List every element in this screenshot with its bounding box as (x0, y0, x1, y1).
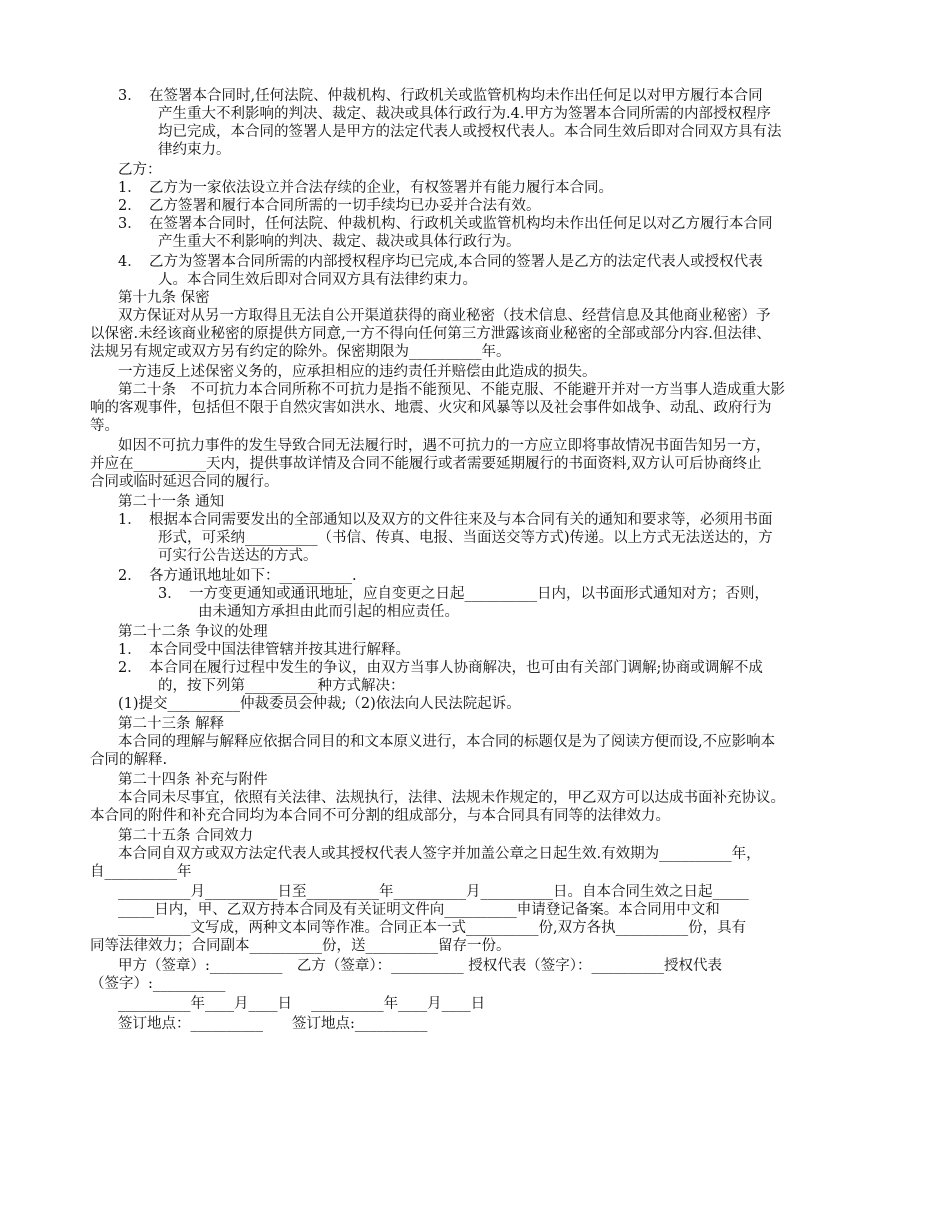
text-line: 3． 在签署本合同时,任何法院、仲裁机构、行政机关或监管机构均未作出任何足以对甲方履行本合同 (118, 88, 763, 104)
text-line: __________月__________日至__________年__________月__________日。自本合同生效之日起_____ (118, 884, 749, 900)
text-line: 的，按下列第__________种方式解决： (158, 678, 405, 694)
text-line: __________文写成，两种文本同等作准。合同正本一式__________份,双方各执__________份，具有 (118, 920, 747, 936)
text-line: 如因不可抗力事件的发生导致合同无法履行时，遇不可抗力的一方应立即将事故情况书面告知另一方， (118, 438, 771, 454)
text-line: 本合同自双方或双方法定代表人或其授权代表人签字并加盖公章之日起生效.有效期为__________年， (118, 846, 761, 862)
text-line: 1． 乙方为一家依法设立并合法存续的企业，有权签署并有能力履行本合同。 (118, 180, 613, 196)
text-line: _____日内，甲、乙双方持本合同及有关证明文件向__________申请登记备案。本合同用中文和 (118, 902, 720, 918)
text-line: 第二十三条 解释 (118, 716, 225, 732)
text-line: 第二十二条 争议的处理 (118, 624, 268, 640)
text-line: 2． 各方通讯地址如下：__________. (118, 568, 357, 584)
text-line: 3． 在签署本合同时，任何法院、仲裁机构、行政机关或监管机构均未作出任何足以对乙方履行本合同 (118, 216, 773, 232)
text-line: 甲方（签章）:__________ 乙方（签章）：__________ 授权代表（签字）：__________授权代表 (118, 958, 722, 974)
text-line: 并应在__________天内，提供事故详情及合同不能履行或者需要延期履行的书面资料,双方认可后协商终止 (90, 456, 762, 472)
text-line: 双方保证对从另一方取得且无法自公开渠道获得的商业秘密（技术信息、经营信息及其他商业秘密）予 (118, 308, 771, 324)
text-line: 同等法律效力；合同副本__________份，送__________留存一份。 (90, 938, 511, 954)
text-line: （签字）:__________ (90, 976, 226, 992)
text-line: 响的客观事件，包括但不限于自然灾害如洪水、地震、火灾和风暴等以及社会事件如战争、动乱、政府行为 (90, 400, 772, 416)
text-line: 合同或临时延迟合同的履行。 (90, 474, 279, 490)
text-line: 律约束力。 (158, 142, 231, 158)
text-line: 2． 乙方签署和履行本合同所需的一切手续均已办妥并合法有效。 (118, 198, 541, 214)
text-line: 产生重大不利影响的判决、裁定、裁决或具体行政行为。 (158, 234, 521, 250)
text-line: 2． 本合同在履行过程中发生的争议，由双方当事人协商解决，也可由有关部门调解;协商或调解不成 (118, 660, 763, 676)
text-line: 4． 乙方为签署本合同所需的内部授权程序均已完成,本合同的签署人是乙方的法定代表人或授权代表 (118, 254, 763, 270)
text-line: 1． 根据本合同需要发出的全部通知以及双方的文件往来及与本合同有关的通知和要求等，必须用书面 (118, 512, 773, 528)
text-line: 本合同的理解与解释应依据合同目的和文本原义进行，本合同的标题仅是为了阅读方便而设,不应影响本 (118, 734, 776, 750)
text-line: 自__________年 (90, 864, 192, 880)
text-line: 本合同的附件和补充合同均为本合同不可分割的组成部分，与本合同具有同等的法律效力。 (90, 808, 670, 824)
text-line: __________年____月____日 __________年____月____日 (118, 996, 486, 1012)
text-line: 形式，可采纳__________（书信、传真、电报、当面送交等方式)传递。以上方式无法送达的，方 (158, 530, 773, 546)
text-line: 人。本合同生效后即对合同双方具有法律约束力。 (158, 272, 477, 288)
text-line: (1)提交__________仲裁委员会仲裁;（2)依法向人民法院起诉。 (118, 696, 521, 712)
text-line: 可实行公告送达的方式。 (158, 548, 318, 564)
text-line: 3． 一方变更通知或通讯地址，应自变更之日起__________日内，以书面形式通知对方；否则， (158, 586, 769, 602)
text-line: 第十九条 保密 (118, 290, 210, 306)
text-line: 第二十一条 通知 (118, 494, 225, 510)
text-line: 产生重大不利影响的判决、裁定、裁决或具体行政行为.4.甲方为签署本合同所需的内部授权程序 (158, 106, 771, 122)
text-line: 以保密.未经该商业秘密的原提供方同意,一方不得向任何第三方泄露该商业秘密的全部或部分内容.但法律、 (90, 326, 771, 342)
text-line: 本合同未尽事宜，依照有关法律、法规执行，法律、法规未作规定的，甲乙双方可以达成书面补充协议。 (118, 790, 785, 806)
text-line: 第二十条 不可抗力本合同所称不可抗力是指不能预见、不能克服、不能避开并对一方当事人造成重大影 (118, 382, 785, 398)
text-line: 第二十五条 合同效力 (118, 828, 254, 844)
text-line: 一方违反上述保密义务的，应承担相应的违约责任并赔偿由此造成的损失。 (118, 364, 597, 380)
text-line: 乙方： (118, 162, 162, 178)
text-line: 均已完成，本合同的签署人是甲方的法定代表人或授权代表人。本合同生效后即对合同双方具有法 (158, 124, 782, 140)
text-line: 法规另有规定或双方另有约定的除外。保密期限为__________年。 (90, 344, 511, 360)
text-line: 签订地点：__________ 签订地点:__________ (118, 1016, 428, 1032)
text-line: 第二十四条 补充与附件 (118, 772, 268, 788)
text-line: 由未通知方承担由此而引起的相应责任。 (198, 604, 459, 620)
text-line: 等。 (90, 418, 119, 434)
text-line: 1． 本合同受中国法律管辖并按其进行解释。 (118, 642, 410, 658)
text-line: 合同的解释. (90, 752, 168, 768)
